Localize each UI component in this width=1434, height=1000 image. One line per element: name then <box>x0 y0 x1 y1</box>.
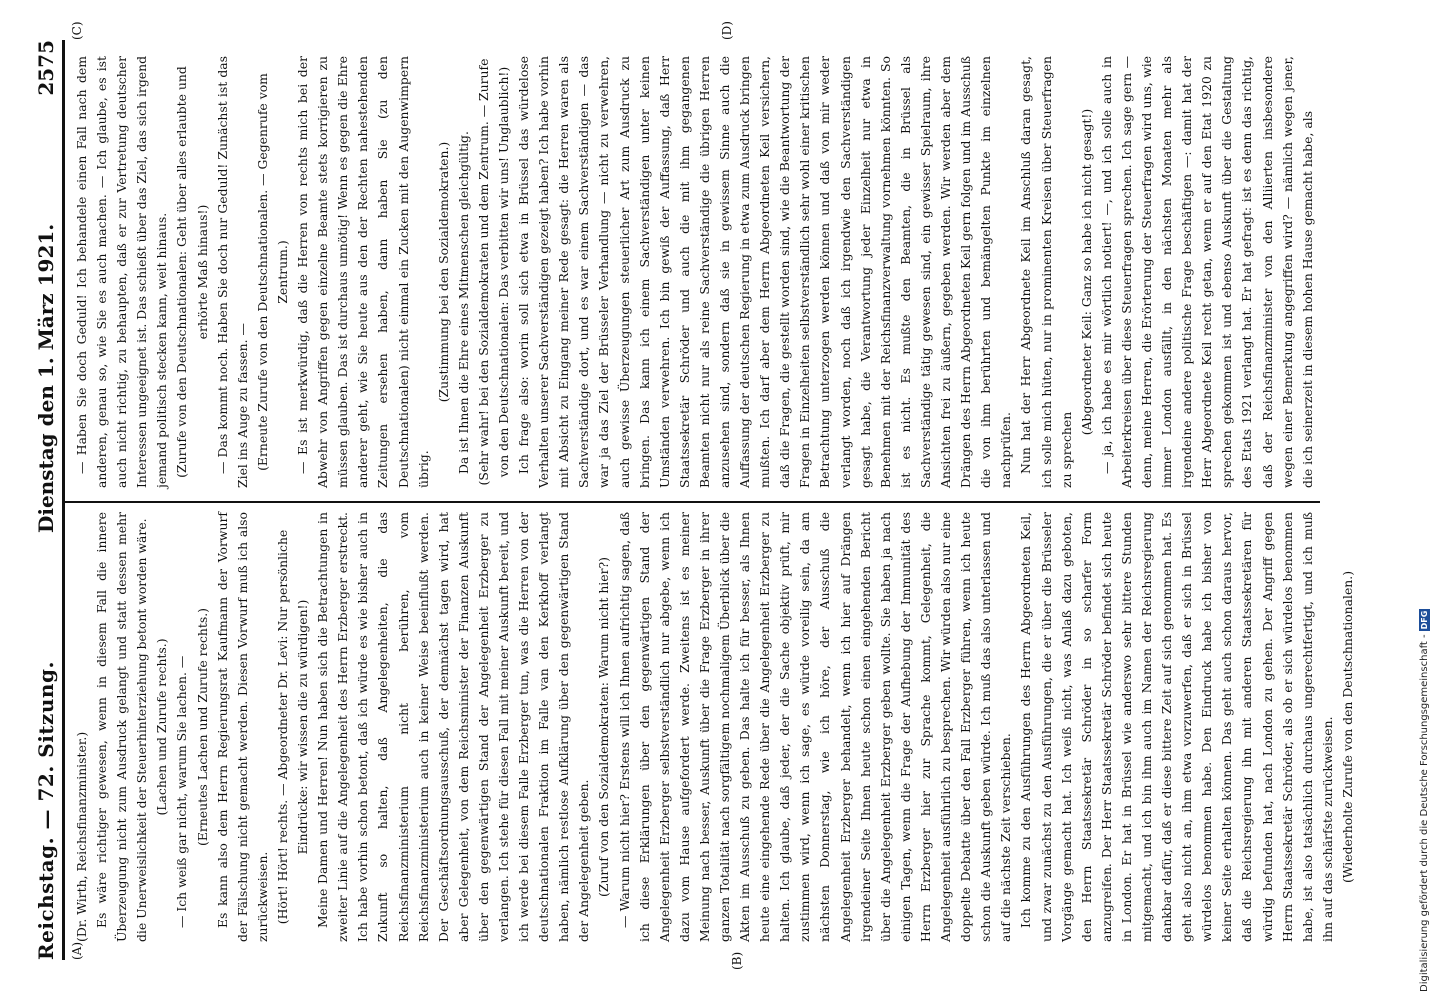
paragraph: Da ist Ihnen die Ehre eines Mitmenschen gleichgültig. <box>455 131 471 474</box>
interjection: (Abgeordneter Keil: Ganz so habe ich nicht gesagt!) <box>1078 108 1094 436</box>
page-number: 2575 <box>34 40 58 96</box>
header-session: Reichstag. — 72. Sitzung. <box>34 661 58 960</box>
speaker-line: (Dr. Wirth, Reichsfinanzminister.) <box>74 731 89 942</box>
header-date: Dienstag den 1. März 1921. <box>34 223 58 533</box>
right-column <box>72 56 1320 488</box>
credit-text: Digitalisierung gefördert durch die Deutsche Forschungsgemeinschaft - <box>1419 634 1430 992</box>
page-header <box>24 40 65 960</box>
column-divider <box>64 501 1320 503</box>
dfg-logo: DFG <box>1419 610 1429 630</box>
margin-mark-d: (D) <box>720 21 734 40</box>
paragraph: Es kann also dem Herrn Regierungsrat Kaufmann der Vorwurf der Fälschung nicht gemacht werden. Diesen Vorwurf muß ich also zurückweisen. <box>214 512 270 942</box>
left-column <box>72 512 1355 942</box>
margin-mark-b: (B) <box>730 951 744 970</box>
interjection: (Lachen und Zurufe rechts.) <box>154 638 170 816</box>
interjection: (Zustimmung bei den Sozialdemokraten.) <box>435 141 451 403</box>
digitization-credit <box>1416 8 1434 992</box>
paragraph: Meine Damen und Herren! Nun haben sich die Betrachtungen in zweiter Linie auf die Angelegenheit des Herrn Erzberger erstreckt. Ich habe vorhin schon betont, daß ich würde es wie bisher auch in Zukunft so halten, daß Angelegenheiten, die das Reichsfinanzministerium nicht berühren, vom Reichsfinanzministerium auch in keiner Weise beeinflußt werden. Der Geschäftsordnungsausschuß, der demnächst tagen wird, hat aber Gelegenheit, von dem Reichsminister der Finanzen Auskunft über den gegenwärtigen Stand der Angelegenheit Erzberger zu verlangen. Ich stehe für diesen Fall mit meiner Auskunft bereit, und ich werde bei diesem Falle Erzberger tun, was die Herren von der deutschnationalen Fraktion im Falle van den Kerkhoff verlangt haben, nämlich restlose Aufklärung über den gegenwärtigen Stand der Angelegenheit geben. <box>315 512 592 942</box>
paragraph: — ja, ich habe es mir wörtlich notiert! —, und ich solle auch in Arbeiterkreisen über diese Steuerfragen sprechen. Ich sage gern — denn, meine Herren, die Erörterung der Steuerfragen wird uns, wie immer London ausfällt, in den nächsten Monaten mehr als irgendeine andere politische Frage beschäftigen —: damit hat der Herr Abgeordnete Keil recht getan, wenn er auf den Etat 1920 zu sprechen gekommen ist und ebenso Auskunft über die Gestaltung des Etats 1921 verlangt hat. Er hat gefragt: ist es denn das richtig, daß der Reichsfinanzminister von den Alliierten insbesondere wegen einer Bemerkung angegriffen wird? — nämlich wegen jener, die ich seinerzeit in diesem hohen Hause gemacht habe, als <box>1098 56 1315 488</box>
interjection: (Erneutes Lachen und Zurufe rechts.) <box>194 608 210 846</box>
interjection: (Wiederholte Zurufe von den Deutschnationalen.) <box>1339 570 1355 884</box>
interjection: (Erneute Zurufe von den Deutschnationalen. — Gegenrufe vom Zentrum.) <box>254 73 290 471</box>
margin-mark-a: (A) <box>70 941 84 960</box>
interjection: (Zuruf von den Sozialdemokraten: Warum nicht hier?) <box>596 557 612 897</box>
margin-mark-c: (C) <box>70 21 84 40</box>
paragraph: — Ich weiß gar nicht, warum Sie lachen. — <box>174 655 190 928</box>
paragraph: — Es ist merkwürdig, daß die Herren von rechts mich bei der Abwehr von Angriffen gegen einzelne Beamte stets korrigieren zu müssen glauben. Das ist durchaus unnötig! Wenn es gegen die Ehre anderer geht, wie Sie heute aus den der Rechten nahestehenden Zeitungen ersehen haben, dann haben Sie (zu den Deutschnationalen) nicht einmal ein Zucken mit den Augenwimpern übrig. <box>295 56 431 488</box>
paragraph: Es wäre richtiger gewesen, wenn in diesem Fall die innere Überzeugung nicht zum Ausdruck gelangt und statt dessen mehr die Unerweislichkeit der Steuerhinterziehung betont worden wäre. <box>94 512 150 942</box>
paragraph: Nun hat der Herr Abgeordnete Keil im Anschluß daran gesagt, ich solle mich hüten, nur in prominenten Kreisen über Steuerfragen zu sprechen <box>1018 56 1074 488</box>
paragraph: Ich komme zu den Ausführungen des Herrn Abgeordneten Keil, und zwar zunächst zu den Ausführungen, die er über die Brüsseler Vorgänge gemacht hat. Ich weiß nicht, was Anlaß dazu geboten, den Herrn Staatssekretär Schröder in so scharfer Form anzugreifen. Der Herr Staatssekretär Schröder befindet sich heute in London. Er hat in Brüssel wie anderswo sehr bittere Stunden mitgemacht, und ich bin ihm auch im Namen der Reichsregierung dankbar dafür, daß er diese bittere Zeit auf sich genommen hat. Es geht also nicht an, ihm etwa vorzuwerfen, daß er sich in Brüssel würdelos benommen habe. Den Eindruck habe ich bisher von keiner Seite erhalten können. Das geht auch schon daraus hervor, daß die Reichsregierung ihn mit anderen Staatssekretären für würdig befunden hat, nach London zu gehen. Der Angriff gegen Herrn Staatssekretär Schröder, als ob er sich würdelos benommen habe, ist also tatsächlich durchaus ungerechtfertigt, und ich muß ihn auf das schärfste zurückweisen. <box>1018 512 1335 942</box>
interjection: (Sehr wahr! bei den Sozialdemokraten und dem Zentrum. — Zurufe von den Deutschnationalen: Das verbitten wir uns! Unglaublich!) <box>475 58 511 486</box>
interjection: (Zurufe von den Deutschnationalen: Geht über alles erlaubte und erhörte Maß hinaus!) <box>174 66 210 478</box>
paragraph: — Warum nicht hier? Erstens will ich Ihnen aufrichtig sagen, daß ich diese Erklärungen über den gegenwärtigen Stand der Angelegenheit Erzberger selbstverständlich nur abgebe, wenn ich dazu vom Hause aufgefordert werde. Zweitens ist es meiner Meinung nach besser, Auskunft über die Frage Erzberger in ihrer ganzen Totalität nach sorgfältigem nochmaligem Überblick über die Akten im Ausschuß zu geben. Das halte ich für besser, als Ihnen heute eine eingehende Rede über die Angelegenheit Erzberger zu halten. Ich glaube, daß jeder, der die Sache objektiv prüft, mir zustimmen wird, wenn ich sage, es würde voreilig sein, da am nächsten Donnerstag, wie ich höre, der Ausschuß die Angelegenheit Erzberger behandelt, wenn ich hier auf Drängen irgendeiner Seite Ihnen heute schon einen eingehenden Bericht über die Angelegenheit Erzberger geben wollte. Sie haben ja nach einigen Tagen, wenn die Frage der Aufhebung der Immunität des Herrn Erzberger hier zur Sprache kommt, Gelegenheit, die Angelegenheit ausführlich zu besprechen. Wir würden also nur eine doppelte Debatte über den Fall Erzberger führen, wenn ich heute schon die Auskunft geben würde. Ich muß das also unterlassen und auf die nächste Zeit verschieben. <box>616 512 1014 942</box>
paragraph: Ich frage also: worin soll sich etwa in Brüssel das würdelose Verhalten unserer Sachverständigen gezeigt haben? Ich habe vorhin mit Absicht zu Eingang meiner Rede gesagt: die Herren waren als Sachverständige dort, und es war einem Sachverständigen — das war ja das Ziel der Brüsseler Verhandlung — nicht zu verwehren, auch gewisse Überzeugungen steuerlicher Art zum Ausdruck zu bringen. Das kann ich einem Sachverständigen unter keinen Umständen verwehren. Ich bin gewiß der Auffassung, daß Herr Staatssekretär Schröder und auch die mit ihm gegangenen Beamten nicht nur als reine Sachverständige die übrigen Herren anzusehen sind, sondern daß sie in gewissem Sinne auch die Auffassung der deutschen Regierung in etwa zum Ausdruck bringen mußten. Ich darf aber dem Herrn Abgeordneten Keil versichern, daß die Fragen, die gestellt worden sind, wie die Beantwortung der Fragen in Einzelheiten selbstverständlich sehr wohl einer kritischen Betrachtung unterzogen werden können und daß von mir weder verlangt worden, noch daß ich irgendwie den Sachverständigen gesagt habe, die Verantwortung jeder Einzelheit nur etwa in Benehmen mit der Reichsfinanzverwaltung vornehmen könnten. So ist es nicht. Es mußte den Beamten, die in Brüssel als Sachverständige tätig gewesen sind, ein gewisser Spielraum, ihre Ansichten frei zu äußern, gegeben werden. Wir werden aber dem Drängen des Herrn Abgeordneten Keil gern folgen und im Ausschuß die von ihm berührten und bemängelten Punkte im einzelnen nachprüfen. <box>516 56 1014 488</box>
paragraph: — Das kommt noch. Haben Sie doch nur Geduld! Zunächst ist das Ziel ins Auge zu fassen. — <box>214 56 250 488</box>
interjection: (Hört! Hört! rechts. — Abgeordneter Dr. Levi: Nur persönliche Eindrücke: wir wissen die zu würdigen!) <box>274 529 311 925</box>
paragraph: — Haben Sie doch Geduld! Ich behandele einen Fall nach dem anderen, genau so, wie Sie es auch machen. — Ich glaube, es ist auch nicht richtig, zu behaupten, daß er zur Vertretung deutscher Interessen ungeeignet ist. Das schießt über das Ziel, das sich irgend jemand politisch stecken kann, weit hinaus. <box>74 56 170 488</box>
